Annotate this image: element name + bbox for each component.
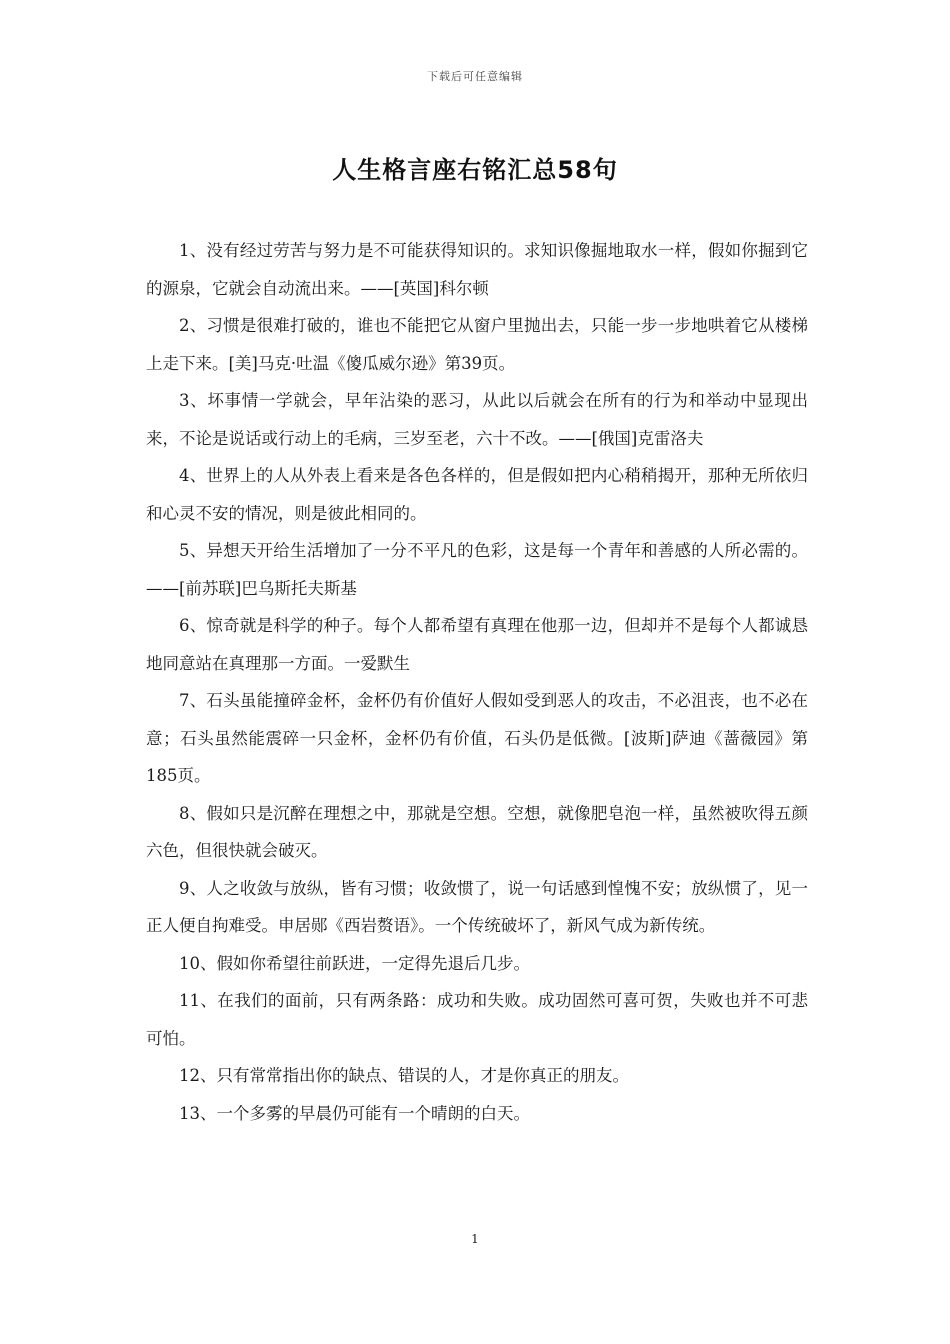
quote-paragraph: 3、坏事情一学就会，早年沾染的恶习，从此以后就会在所有的行为和举动中显现出来，不论是说话或行动上的毛病，三岁至老，六十不改。——[俄国]克雷洛夫: [146, 391, 808, 448]
quote-paragraph: 1、没有经过劳苦与努力是不可能获得知识的。求知识像掘地取水一样，假如你掘到它的源泉，它就会自动流出来。——[英国]科尔顿: [146, 241, 808, 298]
page-title: 人生格言座右铭汇总58句: [332, 156, 618, 184]
quote-paragraph: 11、在我们的面前，只有两条路：成功和失败。成功固然可喜可贺，失败也并不可悲可怕。: [146, 991, 808, 1048]
quote-paragraph: 7、石头虽能撞碎金杯，金杯仍有价值好人假如受到恶人的攻击，不必沮丧，也不必在意；石头虽然能震碎一只金杯，金杯仍有价值，石头仍是低微。[波斯]萨迪《蔷薇园》第185页。: [146, 691, 808, 785]
page-number: 1: [471, 1232, 479, 1246]
quote-paragraph: 5、异想天开给生活增加了一分不平凡的色彩，这是每一个青年和善感的人所必需的。——[前苏联]巴乌斯托夫斯基: [146, 541, 808, 598]
quote-paragraph: 8、假如只是沉醉在理想之中，那就是空想。空想，就像肥皂泡一样，虽然被吹得五颜六色，但很快就会破灭。: [146, 803, 808, 860]
quote-paragraph: 4、世界上的人从外表上看来是各色各样的，但是假如把内心稍稍揭开，那种无所依归和心灵不安的情况，则是彼此相同的。: [146, 466, 808, 523]
quote-list: [146, 232, 808, 1132]
quote-paragraph: 2、习惯是很难打破的，谁也不能把它从窗户里抛出去，只能一步一步地哄着它从楼梯上走下来。[美]马克·吐温《傻瓜威尔逊》第39页。: [146, 316, 808, 373]
header-note: 下载后可任意编辑: [427, 70, 523, 83]
quote-paragraph: 10、假如你希望往前跃进，一定得先退后几步。: [179, 953, 530, 973]
quote-paragraph: 9、人之收敛与放纵，皆有习惯；收敛惯了，说一句话感到惶愧不安；放纵惯了，见一正人便自拘难受。申居郧《西岩赘语》。一个传统破坏了，新风气成为新传统。: [146, 878, 808, 935]
quote-paragraph: 12、只有常常指出你的缺点、错误的人，才是你真正的朋友。: [179, 1066, 629, 1085]
quote-paragraph: 13、一个多雾的早晨仍可能有一个晴朗的白天。: [179, 1103, 530, 1123]
quote-paragraph: 6、惊奇就是科学的种子。每个人都希望有真理在他那一边，但却并不是每个人都诚恳地同意站在真理那一方面。一爱默生: [146, 616, 808, 673]
